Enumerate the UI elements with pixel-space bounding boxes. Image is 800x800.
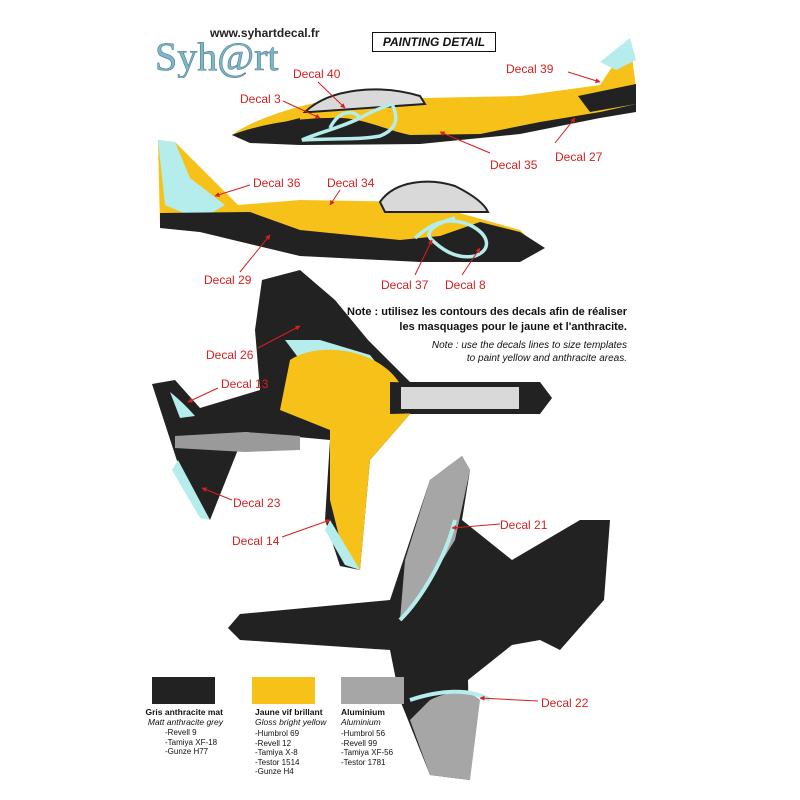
paint-ref: -Tamiya X-8 [255, 748, 298, 758]
paint-ref: -Tamiya XF-18 [165, 737, 218, 747]
paint-ref: -Tamiya XF-56 [341, 748, 394, 758]
leader-decal-39 [568, 72, 600, 82]
note-fr-line-2: les masquages pour le jaune et l'anthracite. [399, 321, 627, 333]
note-en-line-1: Note : use the decals lines to size templates [431, 340, 627, 351]
paint-yellow [255, 707, 345, 777]
note-fr-line-1: Note : utilisez les contours des decals afin de réaliser [347, 306, 627, 318]
decal-26-label: Decal 26 [206, 348, 254, 362]
leader-decal-14 [282, 520, 330, 537]
paint-anthracite [125, 707, 223, 757]
paint-title: Aluminium [341, 707, 385, 717]
decal-21-label: Decal 21 [500, 518, 548, 532]
paint-title: Jaune vif brillant [255, 707, 323, 717]
decal-34-label: Decal 34 [327, 176, 375, 190]
paint-aluminium [341, 707, 431, 767]
paint-subtitle: Aluminium [341, 717, 381, 727]
paint-ref: -Revell 9 [165, 728, 197, 737]
decal-8-label: Decal 8 [445, 278, 486, 292]
decal-14-label: Decal 14 [232, 534, 280, 548]
swatch-aluminium [341, 677, 404, 704]
decal-23-label: Decal 23 [233, 496, 281, 510]
paint-ref: -Testor 1781 [341, 757, 386, 767]
paint-title: Gris anthracite mat [145, 707, 223, 717]
paint-ref: -Humbrol 69 [255, 729, 300, 738]
swatch-yellow [252, 677, 315, 704]
decal-40-label: Decal 40 [293, 67, 341, 81]
paint-ref: -Humbrol 56 [341, 729, 386, 738]
decal-22-label: Decal 22 [541, 696, 589, 710]
decal-35-label: Decal 35 [490, 158, 538, 172]
decal-39-label: Decal 39 [506, 62, 554, 76]
decal-36-label: Decal 36 [253, 176, 301, 190]
website-url: www.syhartdecal.fr [210, 26, 320, 40]
leader-decal-13 [188, 388, 218, 402]
paint-ref: -Gunze H4 [255, 767, 294, 777]
paint-ref: -Testor 1514 [255, 757, 300, 767]
logo-text: Syh@rt [155, 34, 279, 78]
decal-37-label: Decal 37 [381, 278, 429, 292]
paint-subtitle: Gloss bright yellow [255, 717, 327, 727]
decal-13-label: Decal 13 [221, 377, 269, 391]
page-title: PAINTING DETAIL [372, 32, 496, 52]
note-block [340, 305, 627, 365]
paint-subtitle: Matt anthracite grey [147, 717, 223, 727]
decal-29-label: Decal 29 [204, 273, 252, 287]
side-view-left-facing [232, 38, 636, 145]
paint-ref: -Revell 12 [255, 738, 292, 748]
decal-3-label: Decal 3 [240, 92, 281, 106]
side-view-right-facing [158, 140, 545, 262]
paint-ref: -Revell 99 [341, 738, 378, 748]
paint-ref: -Gunze H77 [165, 747, 209, 757]
note-en-line-2: to paint yellow and anthracite areas. [466, 353, 627, 364]
swatch-anthracite [152, 677, 215, 704]
decal-27-label: Decal 27 [555, 150, 603, 164]
